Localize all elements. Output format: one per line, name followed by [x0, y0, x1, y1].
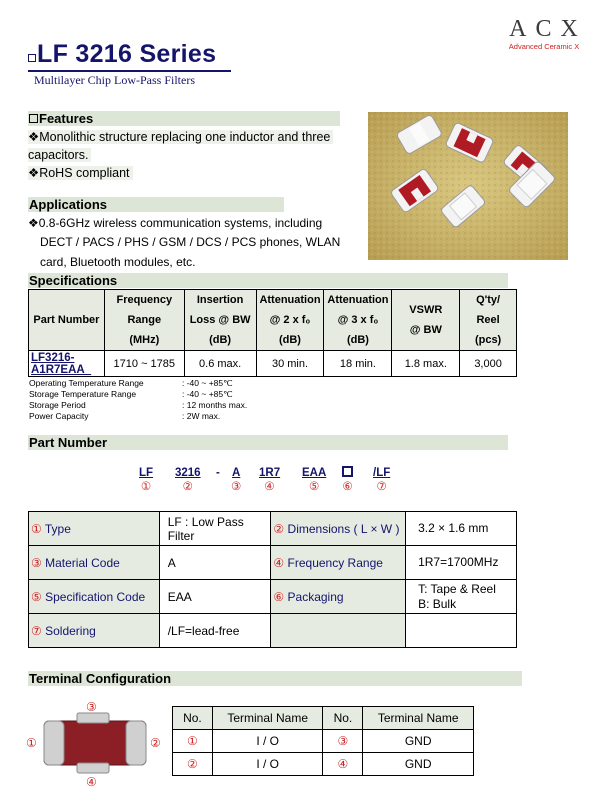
- spec-data-row: [29, 351, 517, 377]
- features-line-1: ❖Monolithic structure replacing one inductor and three: [28, 129, 333, 145]
- terminal-name: I / O: [212, 753, 323, 776]
- terminal-3-label: ③: [86, 700, 97, 714]
- specifications-heading: Specifications: [28, 273, 508, 288]
- terminal-1-pad: [44, 721, 64, 765]
- features-line-3: ❖RoHS compliant: [28, 165, 133, 181]
- part-number-table: [28, 511, 517, 648]
- applications-line-1: ❖0.8-6GHz wireless communication systems, including: [28, 216, 323, 230]
- terminal-no: ①: [173, 730, 213, 753]
- terminal-header-no: No.: [173, 707, 213, 730]
- code-lf: LF ①: [139, 467, 154, 493]
- heading-bullet-icon: [29, 114, 38, 123]
- applications-heading: Applications: [28, 197, 284, 212]
- spec-qty: 3,000: [460, 351, 517, 377]
- spec-insertion: 0.6 max.: [184, 351, 256, 377]
- spec-header-frequency: Frequency Range (MHz): [104, 290, 184, 351]
- spec-att2: 30 min.: [256, 351, 324, 377]
- code-eaa: EAA ⑤: [302, 467, 327, 493]
- terminal-header-name: Terminal Name: [212, 707, 323, 730]
- part-number-heading: Part Number: [28, 435, 508, 450]
- frequency-range-value: 1R7=1700MHz: [406, 546, 517, 580]
- terminal-2-pad: [126, 721, 146, 765]
- condition-item: Storage Temperature Range : -40 ~ +85℃: [29, 389, 233, 399]
- part-row: [29, 546, 517, 580]
- condition-item: Power Capacity : 2W max.: [29, 411, 221, 421]
- spec-header-row: [29, 290, 517, 351]
- part-row: [29, 512, 517, 546]
- code-3216: 3216 ②: [175, 467, 201, 493]
- packaging-value: T: Tape & Reel B: Bulk: [406, 580, 517, 614]
- empty-label-cell: [271, 614, 406, 648]
- applications-line-3: card, Bluetooth modules, etc.: [40, 255, 196, 269]
- logo-subtitle: Advanced Ceramic X: [508, 42, 580, 51]
- dimensions-value: 3.2 × 1.6 mm: [406, 512, 517, 546]
- type-label: ① Type: [29, 512, 160, 546]
- terminal-1-label: ①: [26, 736, 37, 750]
- empty-value-cell: [406, 614, 517, 648]
- code-dash: -: [216, 467, 220, 479]
- code-lf-suffix: /LF ⑦: [373, 467, 391, 493]
- terminal-header-row: [173, 707, 474, 730]
- logo-text: ACX: [509, 16, 587, 42]
- chip-filter-photo: [368, 112, 568, 260]
- spec-header-vswr: VSWR @ BW: [392, 290, 460, 351]
- terminal-no: ②: [173, 753, 213, 776]
- terminal-name: I / O: [212, 730, 323, 753]
- title-bullet-icon: [28, 54, 36, 62]
- spec-vswr: 1.8 max.: [392, 351, 460, 377]
- specifications-table: [28, 289, 517, 377]
- dimensions-label: ② Dimensions ( L × W ): [271, 512, 406, 546]
- page-title: LF 3216 Series: [28, 40, 216, 69]
- applications-line-2: DECT / PACS / PHS / GSM / DCS / PCS phones, WLAN: [40, 235, 341, 249]
- terminal-no: ④: [323, 753, 363, 776]
- terminal-name: GND: [363, 753, 474, 776]
- spec-att3: 18 min.: [324, 351, 392, 377]
- spec-header-qty: Q'ty/ Reel (pcs): [460, 290, 517, 351]
- acx-logo: [496, 16, 592, 51]
- packaging-label: ⑥ Packaging: [271, 580, 406, 614]
- code-packaging: ⑥: [342, 466, 353, 494]
- terminal-4-pad: [77, 763, 109, 773]
- terminal-row: [173, 753, 474, 776]
- code-1r7: 1R7 ④: [259, 467, 281, 493]
- material-code-label: ③ Material Code: [29, 546, 160, 580]
- terminal-name: GND: [363, 730, 474, 753]
- title-underline: [28, 70, 231, 72]
- conditions-list: [29, 378, 247, 422]
- spec-header-part-number: Part Number: [29, 290, 105, 351]
- features-heading: Features: [28, 111, 340, 126]
- type-value: LF : Low Pass Filter: [159, 512, 271, 546]
- terminal-diagram: [22, 700, 162, 790]
- frequency-range-label: ④ Frequency Range: [271, 546, 406, 580]
- terminal-2-label: ②: [150, 736, 161, 750]
- code-a: A ③: [231, 467, 242, 493]
- condition-item: Operating Temperature Range : -40 ~ +85℃: [29, 378, 233, 388]
- part-row: [29, 580, 517, 614]
- terminal-3-pad: [77, 713, 109, 723]
- page-subtitle: Multilayer Chip Low-Pass Filters: [34, 73, 195, 87]
- spec-code-label: ⑤ Specification Code: [29, 580, 160, 614]
- soldering-value: /LF=lead-free: [159, 614, 271, 648]
- terminal-table: [172, 706, 474, 776]
- terminal-heading: Terminal Configuration: [28, 671, 522, 686]
- terminal-header-no: No.: [323, 707, 363, 730]
- spec-header-att2: Attenuation @ 2 x f₀ (dB): [256, 290, 324, 351]
- terminal-row: [173, 730, 474, 753]
- features-line-2: capacitors.: [28, 147, 91, 163]
- soldering-label: ⑦ Soldering: [29, 614, 160, 648]
- terminal-header-name: Terminal Name: [363, 707, 474, 730]
- spec-header-insertion: Insertion Loss @ BW (dB): [184, 290, 256, 351]
- terminal-no: ③: [323, 730, 363, 753]
- spec-part-number: LF3216- A1R7EAA_: [29, 351, 105, 377]
- terminal-4-label: ④: [86, 775, 97, 789]
- material-code-value: A: [159, 546, 271, 580]
- condition-item: Storage Period : 12 months max.: [29, 400, 248, 410]
- part-row: [29, 614, 517, 648]
- spec-frequency: 1710 ~ 1785: [104, 351, 184, 377]
- spec-header-att3: Attenuation @ 3 x f₀ (dB): [324, 290, 392, 351]
- spec-code-value: EAA: [159, 580, 271, 614]
- packaging-box-icon: [342, 466, 353, 477]
